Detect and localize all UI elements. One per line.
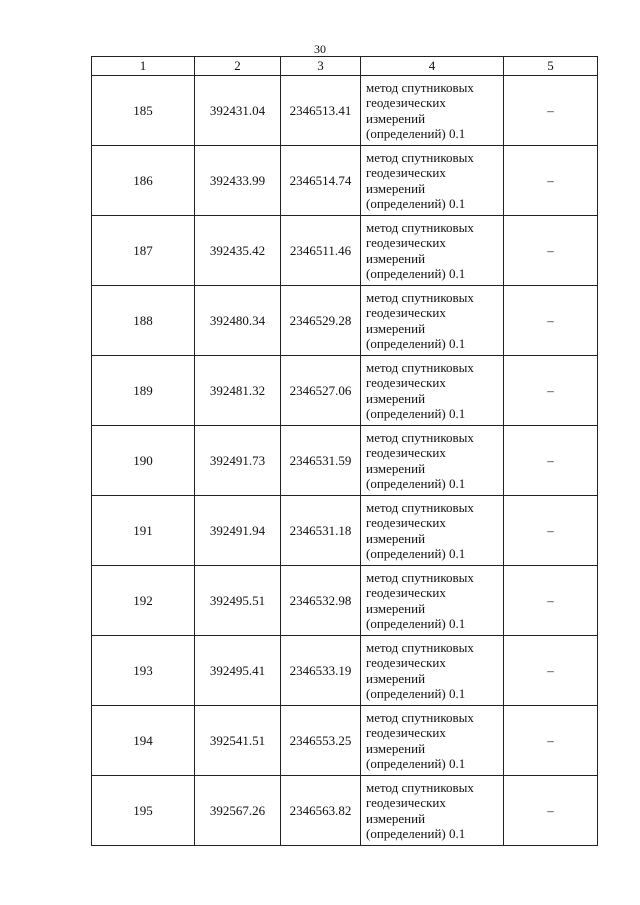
x-coordinate-cell: 392495.41 [195, 636, 281, 706]
table-row [92, 356, 598, 426]
x-coordinate-cell: 392541.51 [195, 706, 281, 776]
x-coordinate-cell: 392433.99 [195, 146, 281, 216]
point-number-cell: 186 [92, 146, 195, 216]
x-coordinate-cell: 392431.04 [195, 76, 281, 146]
method-line: (определений) 0.1 [366, 546, 466, 561]
x-coordinate-cell: 392491.73 [195, 426, 281, 496]
method-line: (определений) 0.1 [366, 756, 466, 771]
method-line: (определений) 0.1 [366, 616, 466, 631]
y-coordinate-cell: 2346513.41 [281, 76, 361, 146]
coordinates-table [91, 56, 598, 846]
table-row [92, 146, 598, 216]
method-line: метод спутниковых [366, 149, 474, 165]
y-coordinate-cell: 2346529.28 [281, 286, 361, 356]
header-cell-5: 5 [504, 57, 598, 76]
method-line: измерений [366, 320, 426, 336]
description-cell: – [504, 776, 598, 846]
method-line: геодезических [366, 445, 446, 460]
method-line: геодезических [366, 655, 446, 670]
description-cell: – [504, 636, 598, 706]
method-line: измерений [366, 530, 426, 546]
page-number: 30 [314, 42, 326, 56]
method-cell [361, 216, 504, 286]
method-line: геодезических [366, 165, 446, 180]
table-row [92, 776, 598, 846]
method-cell [361, 636, 504, 706]
method-line: геодезических [366, 235, 446, 250]
method-cell [361, 496, 504, 566]
x-coordinate-cell: 392481.32 [195, 356, 281, 426]
method-line: измерений [366, 600, 426, 616]
point-number-cell: 194 [92, 706, 195, 776]
method-line: метод спутниковых [366, 499, 474, 515]
method-line: измерений [366, 110, 426, 126]
method-line: измерений [366, 670, 426, 686]
y-coordinate-cell: 2346532.98 [281, 566, 361, 636]
y-coordinate-cell: 2346553.25 [281, 706, 361, 776]
x-coordinate-cell: 392491.94 [195, 496, 281, 566]
y-coordinate-cell: 2346531.18 [281, 496, 361, 566]
description-cell: – [504, 286, 598, 356]
method-line: метод спутниковых [366, 429, 474, 445]
method-line: измерений [366, 740, 426, 756]
method-line: геодезических [366, 585, 446, 600]
method-line: геодезических [366, 725, 446, 740]
method-line: метод спутниковых [366, 289, 474, 305]
table-row [92, 76, 598, 146]
method-line: измерений [366, 810, 426, 826]
method-line: измерений [366, 390, 426, 406]
point-number-cell: 188 [92, 286, 195, 356]
method-cell [361, 286, 504, 356]
method-line: геодезических [366, 375, 446, 390]
table-row [92, 426, 598, 496]
y-coordinate-cell: 2346531.59 [281, 426, 361, 496]
x-coordinate-cell: 392495.51 [195, 566, 281, 636]
method-line: метод спутниковых [366, 79, 474, 95]
method-line: измерений [366, 180, 426, 196]
point-number-cell: 187 [92, 216, 195, 286]
description-cell: – [504, 356, 598, 426]
y-coordinate-cell: 2346511.46 [281, 216, 361, 286]
method-line: метод спутниковых [366, 709, 474, 725]
x-coordinate-cell: 392435.42 [195, 216, 281, 286]
method-line: измерений [366, 460, 426, 476]
description-cell: – [504, 496, 598, 566]
point-number-cell: 185 [92, 76, 195, 146]
method-cell [361, 146, 504, 216]
description-cell: – [504, 426, 598, 496]
method-line: (определений) 0.1 [366, 686, 466, 701]
table-row [92, 566, 598, 636]
description-cell: – [504, 146, 598, 216]
point-number-cell: 191 [92, 496, 195, 566]
header-row [92, 57, 598, 76]
method-line: метод спутниковых [366, 219, 474, 235]
method-cell [361, 776, 504, 846]
description-cell: – [504, 566, 598, 636]
method-line: геодезических [366, 95, 446, 110]
table-row [92, 216, 598, 286]
description-cell: – [504, 76, 598, 146]
method-cell [361, 356, 504, 426]
header-cell-4: 4 [361, 57, 504, 76]
x-coordinate-cell: 392567.26 [195, 776, 281, 846]
method-line: (определений) 0.1 [366, 126, 466, 141]
table-row [92, 706, 598, 776]
header-cell-2: 2 [195, 57, 281, 76]
method-line: геодезических [366, 305, 446, 320]
header-cell-3: 3 [281, 57, 361, 76]
method-line: (определений) 0.1 [366, 336, 466, 351]
point-number-cell: 190 [92, 426, 195, 496]
method-line: метод спутниковых [366, 639, 474, 655]
method-cell [361, 426, 504, 496]
method-line: метод спутниковых [366, 779, 474, 795]
table-row [92, 286, 598, 356]
table-row [92, 496, 598, 566]
y-coordinate-cell: 2346563.82 [281, 776, 361, 846]
table-row [92, 636, 598, 706]
point-number-cell: 195 [92, 776, 195, 846]
point-number-cell: 192 [92, 566, 195, 636]
method-line: геодезических [366, 515, 446, 530]
method-line: (определений) 0.1 [366, 406, 466, 421]
point-number-cell: 193 [92, 636, 195, 706]
method-line: метод спутниковых [366, 359, 474, 375]
header-cell-1: 1 [92, 57, 195, 76]
method-line: (определений) 0.1 [366, 476, 466, 491]
table-body [92, 76, 598, 846]
method-cell [361, 76, 504, 146]
method-cell [361, 706, 504, 776]
method-line: метод спутниковых [366, 569, 474, 585]
method-line: (определений) 0.1 [366, 826, 466, 841]
point-number-cell: 189 [92, 356, 195, 426]
y-coordinate-cell: 2346527.06 [281, 356, 361, 426]
method-line: геодезических [366, 795, 446, 810]
description-cell: – [504, 706, 598, 776]
x-coordinate-cell: 392480.34 [195, 286, 281, 356]
y-coordinate-cell: 2346533.19 [281, 636, 361, 706]
method-line: (определений) 0.1 [366, 196, 466, 211]
description-cell: – [504, 216, 598, 286]
method-line: измерений [366, 250, 426, 266]
method-cell [361, 566, 504, 636]
method-line: (определений) 0.1 [366, 266, 466, 281]
y-coordinate-cell: 2346514.74 [281, 146, 361, 216]
